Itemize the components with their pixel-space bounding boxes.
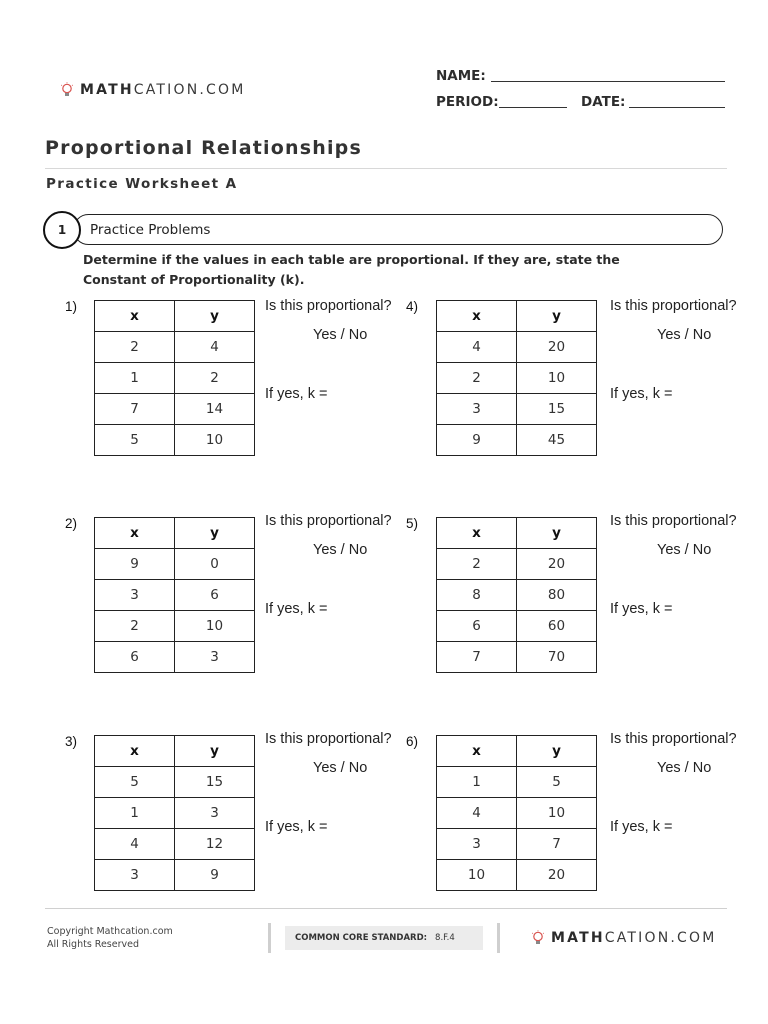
copyright-line: Copyright Mathcation.com	[47, 926, 173, 937]
x-cell: 9	[437, 425, 517, 456]
problem-table	[94, 735, 255, 891]
y-cell: 20	[517, 549, 597, 580]
k-prompt: If yes, k =	[265, 601, 328, 617]
standard-label: COMMON CORE STANDARD:	[295, 933, 428, 943]
y-cell: 3	[175, 798, 255, 829]
proportional-question: Is this proportional?	[610, 298, 737, 314]
x-cell: 3	[95, 580, 175, 611]
k-prompt: If yes, k =	[265, 386, 328, 402]
problem-label: 1)	[65, 299, 78, 314]
x-cell: 6	[437, 611, 517, 642]
proportional-question: Is this proportional?	[265, 513, 392, 529]
x-header: x	[437, 736, 517, 767]
y-cell: 2	[175, 363, 255, 394]
y-cell: 7	[517, 829, 597, 860]
footer-separator	[268, 923, 271, 953]
footer-divider	[45, 908, 727, 909]
problem-label: 2)	[65, 516, 78, 531]
x-cell: 3	[437, 829, 517, 860]
x-cell: 3	[95, 860, 175, 891]
k-prompt: If yes, k =	[265, 819, 328, 835]
name-label: NAME:	[436, 68, 486, 84]
x-cell: 1	[437, 767, 517, 798]
problem-table	[94, 300, 255, 456]
x-cell: 4	[437, 798, 517, 829]
x-cell: 6	[95, 642, 175, 673]
k-prompt: If yes, k =	[610, 601, 673, 617]
x-cell: 2	[95, 332, 175, 363]
y-cell: 20	[517, 860, 597, 891]
yes-no-choice[interactable]: Yes / No	[657, 327, 712, 343]
y-cell: 15	[517, 394, 597, 425]
x-cell: 4	[95, 829, 175, 860]
y-cell: 9	[175, 860, 255, 891]
x-cell: 2	[437, 549, 517, 580]
x-cell: 7	[437, 642, 517, 673]
y-cell: 60	[517, 611, 597, 642]
problem-table	[436, 300, 597, 456]
rights-line: All Rights Reserved	[47, 939, 139, 950]
section-number: 1	[43, 211, 81, 249]
name-line[interactable]	[491, 81, 725, 82]
y-header: y	[175, 736, 255, 767]
y-cell: 80	[517, 580, 597, 611]
y-header: y	[517, 736, 597, 767]
y-cell: 10	[517, 363, 597, 394]
problem-label: 3)	[65, 734, 78, 749]
y-cell: 70	[517, 642, 597, 673]
x-cell: 3	[437, 394, 517, 425]
footer-logo	[531, 930, 717, 946]
proportional-question: Is this proportional?	[610, 513, 737, 529]
y-cell: 4	[175, 332, 255, 363]
x-cell: 8	[437, 580, 517, 611]
y-cell: 12	[175, 829, 255, 860]
x-cell: 1	[95, 798, 175, 829]
x-header: x	[95, 301, 175, 332]
problem-table	[436, 517, 597, 673]
problem-label: 5)	[406, 516, 419, 531]
yes-no-choice[interactable]: Yes / No	[313, 542, 368, 558]
proportional-question: Is this proportional?	[265, 731, 392, 747]
problem-label: 4)	[406, 299, 419, 314]
yes-no-choice[interactable]: Yes / No	[313, 327, 368, 343]
standard-value: 8.F.4	[435, 933, 455, 943]
x-cell: 2	[437, 363, 517, 394]
x-header: x	[95, 518, 175, 549]
yes-no-choice[interactable]: Yes / No	[657, 542, 712, 558]
y-cell: 3	[175, 642, 255, 673]
date-line[interactable]	[629, 107, 725, 108]
y-cell: 10	[517, 798, 597, 829]
y-header: y	[175, 301, 255, 332]
period-label: PERIOD:	[436, 94, 499, 110]
y-cell: 10	[175, 425, 255, 456]
k-prompt: If yes, k =	[610, 819, 673, 835]
brand-text: MATHCATION.COM	[80, 82, 246, 98]
y-cell: 15	[175, 767, 255, 798]
x-cell: 1	[95, 363, 175, 394]
lightbulb-icon	[531, 930, 545, 946]
section-label: Practice Problems	[90, 222, 211, 238]
y-cell: 20	[517, 332, 597, 363]
y-cell: 0	[175, 549, 255, 580]
footer-brand-text: MATHCATION.COM	[551, 930, 717, 946]
y-header: y	[517, 301, 597, 332]
footer-separator	[497, 923, 500, 953]
x-header: x	[437, 518, 517, 549]
x-cell: 2	[95, 611, 175, 642]
y-cell: 6	[175, 580, 255, 611]
y-cell: 10	[175, 611, 255, 642]
proportional-question: Is this proportional?	[610, 731, 737, 747]
x-cell: 9	[95, 549, 175, 580]
instructions: Determine if the values in each table are proportional. If they are, state the Constant of Proportionality (k).	[83, 252, 620, 287]
proportional-question: Is this proportional?	[265, 298, 392, 314]
divider	[45, 168, 727, 169]
problem-label: 6)	[406, 734, 419, 749]
standard-badge	[285, 926, 483, 950]
x-cell: 5	[95, 767, 175, 798]
page-title: Proportional Relationships	[45, 137, 362, 159]
problem-table	[94, 517, 255, 673]
x-header: x	[437, 301, 517, 332]
period-line[interactable]	[499, 107, 567, 108]
x-cell: 5	[95, 425, 175, 456]
yes-no-choice[interactable]: Yes / No	[313, 760, 368, 776]
brand-logo	[60, 82, 246, 98]
y-header: y	[175, 518, 255, 549]
x-cell: 4	[437, 332, 517, 363]
y-cell: 5	[517, 767, 597, 798]
date-label: DATE:	[581, 94, 626, 110]
y-cell: 14	[175, 394, 255, 425]
lightbulb-icon	[60, 82, 74, 98]
y-header: y	[517, 518, 597, 549]
page-subtitle: Practice Worksheet A	[46, 176, 238, 192]
problem-table	[436, 735, 597, 891]
yes-no-choice[interactable]: Yes / No	[657, 760, 712, 776]
x-header: x	[95, 736, 175, 767]
y-cell: 45	[517, 425, 597, 456]
k-prompt: If yes, k =	[610, 386, 673, 402]
x-cell: 10	[437, 860, 517, 891]
x-cell: 7	[95, 394, 175, 425]
copyright	[47, 925, 173, 951]
